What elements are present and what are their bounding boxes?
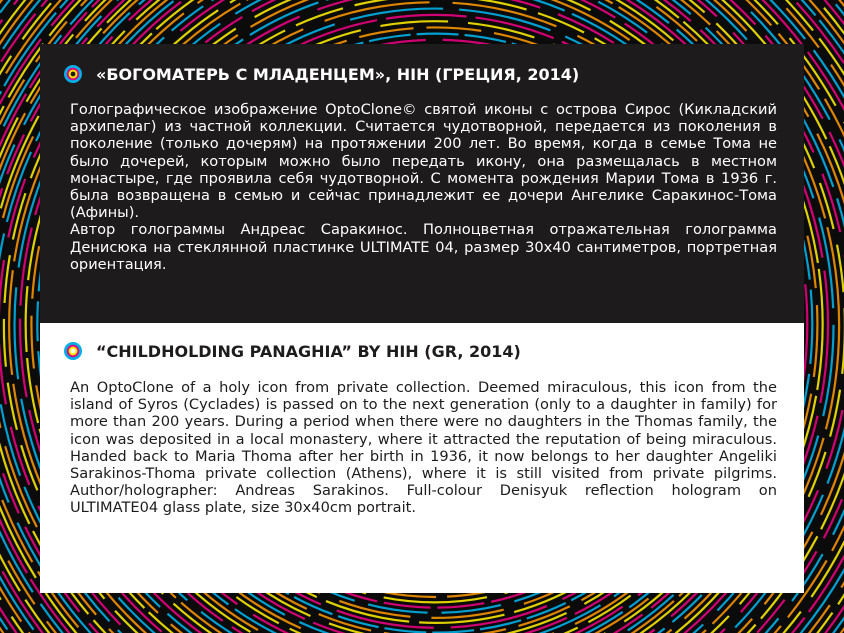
english-description-panel	[40, 323, 804, 593]
russian-title-text: «БОГОМАТЕРЬ С МЛАДЕНЦЕМ», HIH (ГРЕЦИЯ, 2014)	[96, 65, 580, 84]
rainbow-ring-icon	[64, 342, 82, 360]
russian-body-text	[70, 101, 777, 273]
russian-paragraph-2: Автор голограммы Андреас Саракинос. Полноцветная отражательная голограмма Денисюка на стеклянной пластинке ULTIMATE 04, размер 30х40 сантиметров, портретная ориентация.	[70, 221, 777, 273]
english-paragraph-1: An OptoClone of a holy icon from private collection. Deemed miraculous, this icon from the island of Syros (Cyclades) is passed on to the next generation (only to a daughter in family) for more than 200 years. During a period when there were no daughters in the Thomas family, the icon was deposited in a local monastery, where it attracted the reputation of being miraculous. Handed back to Maria Thoma after her birth in 1936, it now belongs to her daughter Angeliki Sarakinos-Thoma private collection (Athens), where it is still visited from private pilgrims. Author/holographer: Andreas Sarakinos. Full-colour Denisyuk reflection hologram on ULTIMATE04 glass plate, size 30x40cm portrait.	[70, 379, 777, 517]
russian-title-heading	[64, 65, 784, 85]
english-title-text: “CHILDHOLDING PANAGHIA” BY HIH (GR, 2014)	[96, 342, 521, 361]
english-title-heading	[64, 342, 784, 362]
english-body-text	[70, 379, 777, 517]
russian-paragraph-1: Голографическое изображение OptoClone© святой иконы с острова Сирос (Кикладский архипелаг) из частной коллекции. Считается чудотворной, передается из поколения в поколение (только дочерям) на протяжении 200 лет. Во время, когда в семье Тома не было дочерей, которым можно было передать икону, она размещалась в местном монастыре, где проявила себя чудотворной. С момента рождения Марии Тома в 1936 г. была возвращена в семью и сейчас принадлежит ее дочери Ангелике Саракинос-Тома (Афины).	[70, 101, 777, 222]
rainbow-ring-icon	[64, 65, 82, 83]
russian-description-panel	[40, 44, 804, 323]
